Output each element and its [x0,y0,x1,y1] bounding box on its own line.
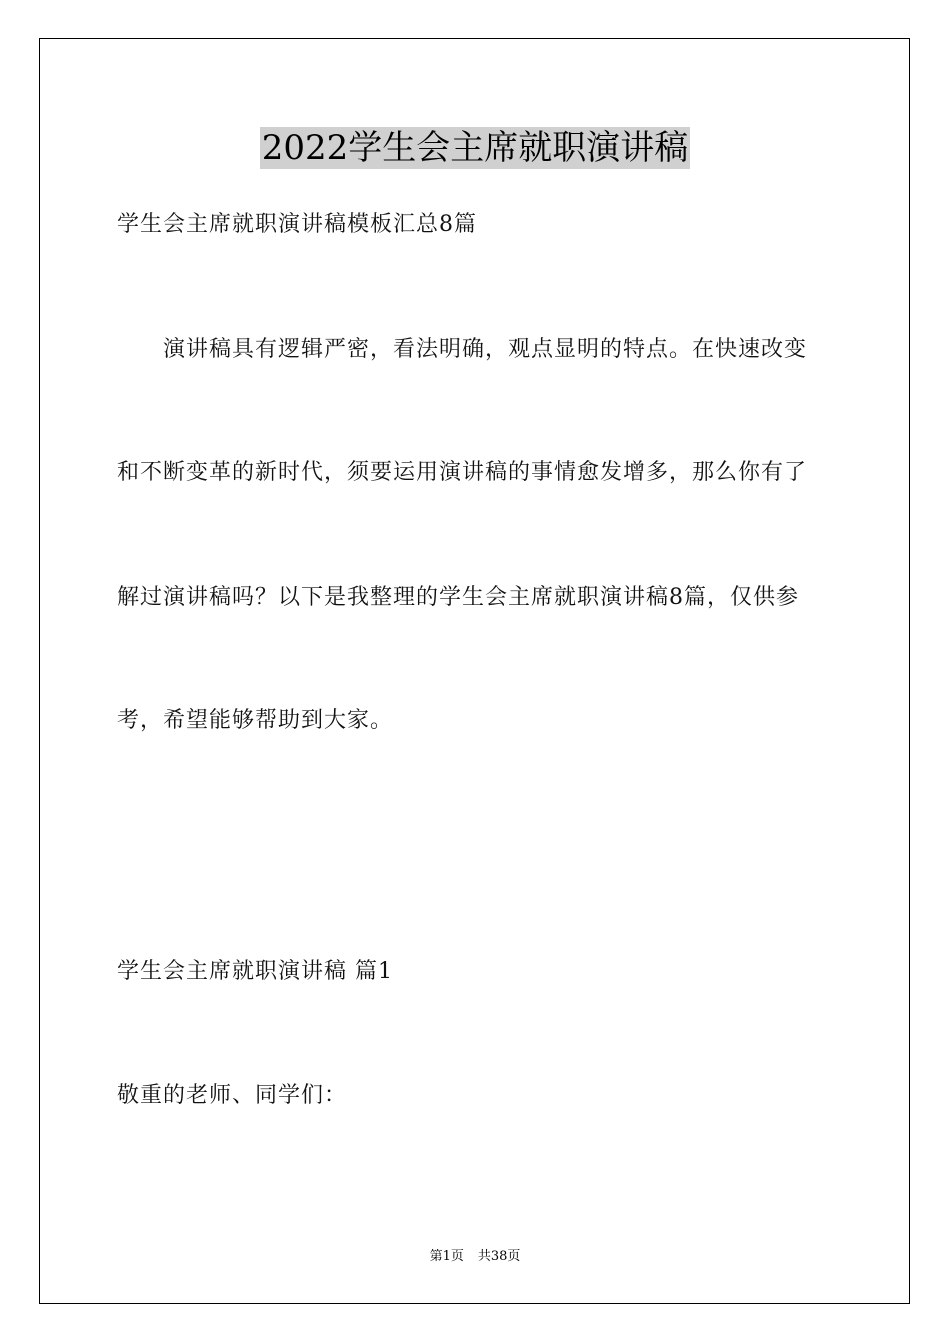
intro-line-4: 考，希望能够帮助到大家。 [117,708,394,733]
page-footer [0,1248,950,1266]
salutation: 敬重的老师、同学们： [117,1083,348,1108]
page-total: 共38页 [477,1249,521,1264]
title-container [0,127,950,169]
intro-line-3: 解过演讲稿吗？以下是我整理的学生会主席就职演讲稿8篇，仅供参 [117,585,799,610]
intro-line-2: 和不断变革的新时代，须要运用演讲稿的事情愈发增多，那么你有了 [117,460,808,485]
intro-line-1: 演讲稿具有逻辑严密，看法明确，观点显明的特点。在快速改变 [117,337,808,362]
page-number: 第1页 [429,1249,464,1264]
document-subtitle: 学生会主席就职演讲稿模板汇总8篇 [117,212,477,237]
section-heading: 学生会主席就职演讲稿 篇1 [117,959,393,984]
document-title: 2022学生会主席就职演讲稿 [261,128,689,168]
